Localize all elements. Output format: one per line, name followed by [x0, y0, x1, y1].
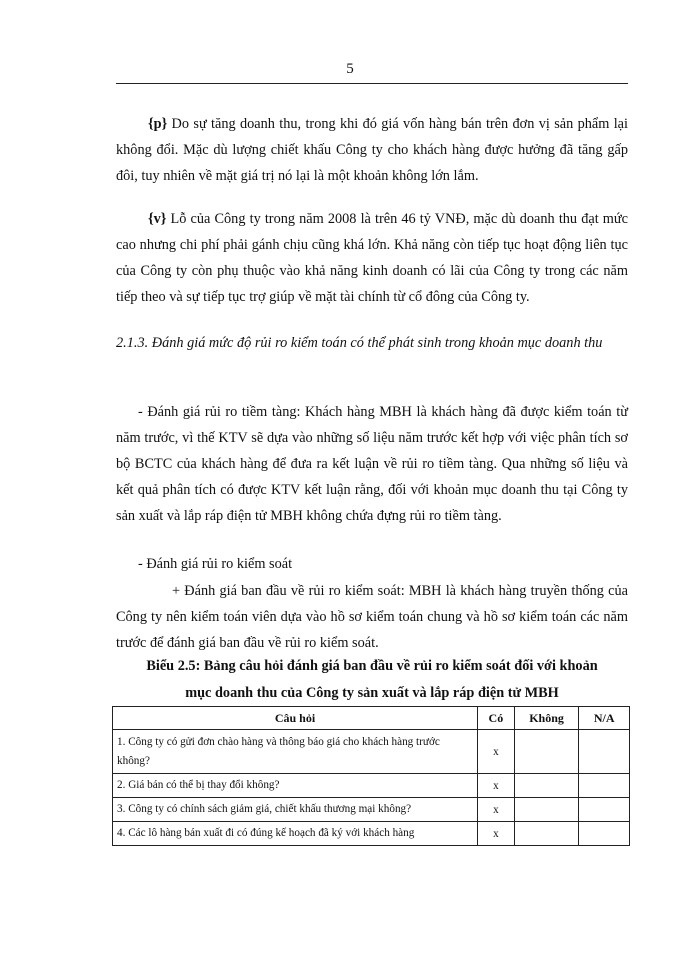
- question-cell: 4. Các lô hàng bán xuất đi có đúng kế hoạch đã ký với khách hàng: [113, 822, 478, 846]
- table-caption-line1: Biểu 2.5: Bảng câu hỏi đánh giá ban đầu về rủi ro kiểm soát đối với khoản: [146, 658, 598, 674]
- paragraph-revenue-increase: [116, 111, 628, 189]
- question-cell: 1. Công ty có gửi đơn chào hàng và thông báo giá cho khách hàng trước không?: [113, 730, 478, 774]
- na-cell: [579, 798, 630, 822]
- yes-cell: x: [478, 774, 515, 798]
- question-cell: 3. Công ty có chính sách giảm giá, chiết khấu thương mại không?: [113, 798, 478, 822]
- table-caption-line2: mục doanh thu của Công ty sản xuất và lắp ráp điện tử MBH: [185, 685, 559, 701]
- paragraph-inherent-risk: - Đánh giá rủi ro tiềm tàng: Khách hàng MBH là khách hàng đã được kiểm toán từ năm trước, vì thế KTV sẽ dựa vào những số liệu năm trước kết hợp với việc phân tích sơ bộ BCTC của khách hàng để đưa ra kết luận về rủi ro tiềm tàng. Qua những số liệu và kết quả phân tích có được KTV kết luận rằng, đối với khoản mục doanh thu tại Công ty sản xuất và lắp ráp điện tử MBH không chứa đựng rủi ro tiềm tàng.: [116, 404, 628, 524]
- page-number: 5: [346, 61, 354, 77]
- no-cell: [514, 730, 579, 774]
- table-row: [113, 822, 630, 846]
- na-cell: [579, 774, 630, 798]
- no-cell: [514, 822, 579, 846]
- no-cell: [514, 798, 579, 822]
- questionnaire-table: [112, 706, 630, 846]
- paragraph-control-risk-initial: + Đánh giá ban đầu về rủi ro kiểm soát: MBH là khách hàng truyền thống của Công ty nên kiểm toán viên dựa vào hồ sơ kiểm toán chung và hồ sơ kiểm toán các năm trước để đánh giá ban đầu về rủi ro kiểm soát.: [116, 583, 628, 651]
- table-header-row: [113, 707, 630, 730]
- na-cell: [579, 822, 630, 846]
- header-rule: [116, 83, 628, 84]
- table-row: [113, 774, 630, 798]
- paragraph-marker-v: {v}: [148, 211, 167, 227]
- yes-cell: x: [478, 822, 515, 846]
- paragraph-control-risk-title: - Đánh giá rủi ro kiểm soát: [138, 556, 293, 572]
- header-na: N/A: [579, 707, 630, 730]
- yes-cell: x: [478, 730, 515, 774]
- header-question: Câu hỏi: [113, 707, 478, 730]
- paragraph-marker-p: {p}: [148, 116, 168, 132]
- header-no: Không: [514, 707, 579, 730]
- section-heading: 2.1.3. Đánh giá mức độ rủi ro kiểm toán có thể phát sinh trong khoản mục doanh thu: [116, 335, 603, 351]
- table-row: [113, 730, 630, 774]
- no-cell: [514, 774, 579, 798]
- header-yes: Có: [478, 707, 515, 730]
- table-row: [113, 798, 630, 822]
- na-cell: [579, 730, 630, 774]
- paragraph-loss: [116, 206, 628, 310]
- yes-cell: x: [478, 798, 515, 822]
- question-cell: 2. Giá bán có thể bị thay đổi không?: [113, 774, 478, 798]
- paragraph-text: Lỗ của Công ty trong năm 2008 là trên 46 tỷ VNĐ, mặc dù doanh thu đạt mức cao nhưng chi phí phải gánh chịu cũng khá lớn. Khả năng còn tiếp tục hoạt động liên tục của Công ty còn phụ thuộc vào khả năng kinh doanh có lãi của Công ty trong các năm tiếp theo và sự tiếp tục trợ giúp về mặt tài chính từ cổ đông của Công ty.: [116, 211, 628, 305]
- paragraph-text: Do sự tăng doanh thu, trong khi đó giá vốn hàng bán trên đơn vị sản phẩm lại không đổi. Mặc dù lượng chiết khấu Công ty cho khách hàng được hưởng đã tăng gấp đôi, tuy nhiên về mặt giá trị nó lại là một khoản không lớn lắm.: [116, 116, 628, 184]
